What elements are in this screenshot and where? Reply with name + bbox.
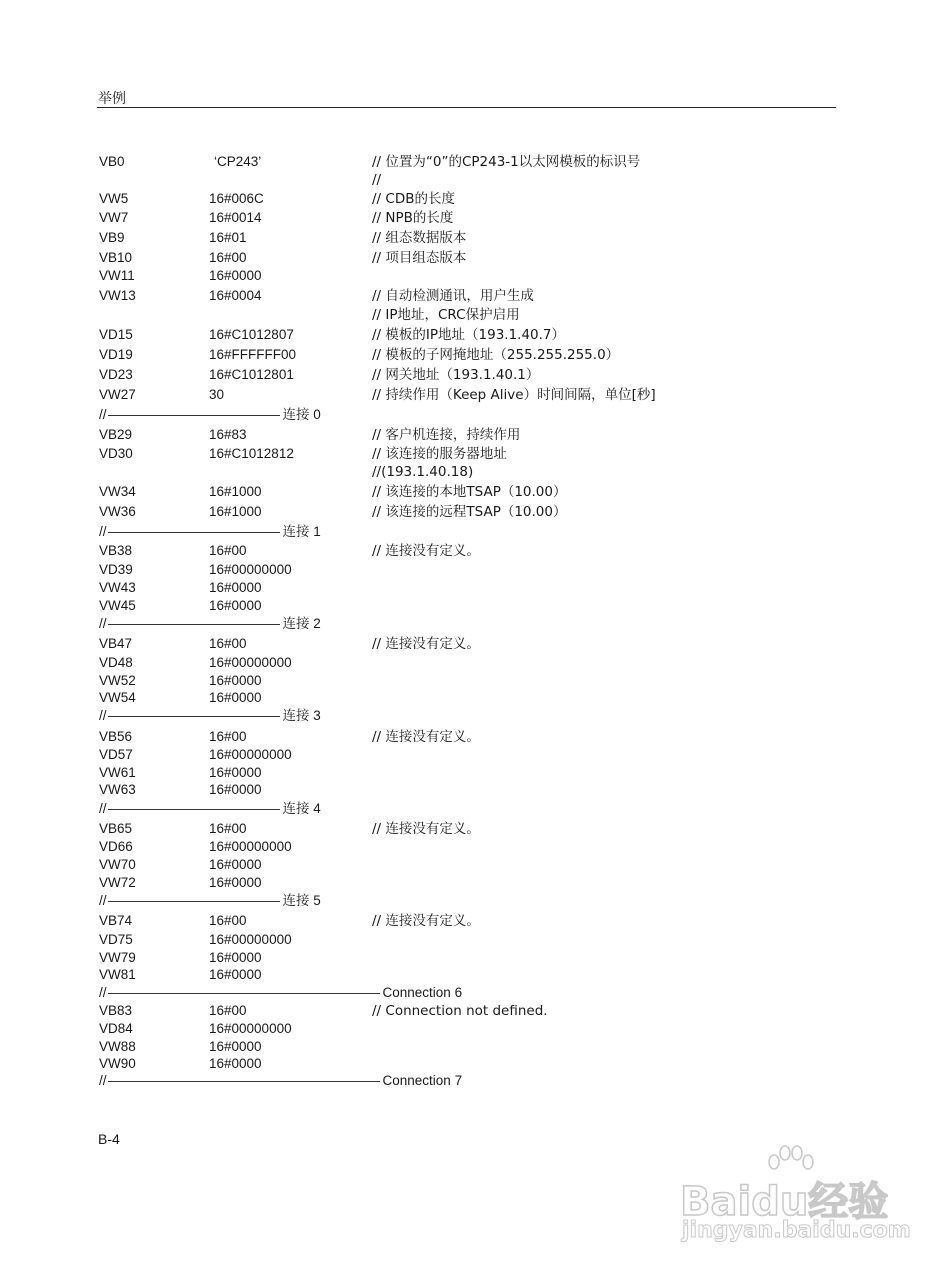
listing-row bbox=[0, 503, 933, 521]
listing-row bbox=[0, 746, 933, 764]
listing-row bbox=[0, 445, 933, 463]
value-cell: 16#00000000 bbox=[209, 932, 292, 947]
listing-row bbox=[0, 386, 933, 404]
value-cell: 16#0000 bbox=[209, 598, 262, 613]
comment-cell: // Connection not defined. bbox=[372, 1003, 548, 1019]
value-cell: 16#FFFFFF00 bbox=[209, 347, 297, 362]
value-cell: 30 bbox=[209, 387, 225, 402]
connection-separator bbox=[0, 615, 933, 633]
listing-row bbox=[0, 542, 933, 560]
watermark-url: jingyan.baidu.com bbox=[682, 1218, 911, 1243]
address-cell: VD15 bbox=[99, 327, 133, 342]
value-cell: 16#00 bbox=[209, 636, 247, 651]
comment-cell: // 客户机连接，持续作用 bbox=[372, 427, 521, 443]
address-cell: VW5 bbox=[99, 191, 129, 206]
address-cell: VW70 bbox=[99, 857, 136, 872]
separator-label: 连接 0 bbox=[282, 407, 321, 422]
value-cell: 16#0000 bbox=[209, 857, 262, 872]
address-cell: VW7 bbox=[99, 210, 129, 225]
listing-row bbox=[0, 249, 933, 267]
value-cell: 16#0000 bbox=[209, 875, 262, 890]
listing-row bbox=[0, 838, 933, 856]
listing-row bbox=[0, 171, 933, 189]
value-cell: 16#1000 bbox=[209, 484, 262, 499]
comment-cell: // 连接没有定义。 bbox=[372, 913, 480, 929]
comment-cell: // CDB的长度 bbox=[372, 191, 455, 207]
listing-row bbox=[0, 635, 933, 653]
value-cell: 16#0000 bbox=[209, 268, 262, 283]
address-cell: VW45 bbox=[99, 598, 136, 613]
separator-label: 连接 3 bbox=[282, 708, 321, 723]
address-cell: VD66 bbox=[99, 839, 133, 854]
value-cell: 16#C1012812 bbox=[209, 446, 294, 461]
separator-label: Connection 6 bbox=[382, 985, 463, 1000]
value-cell: 16#0000 bbox=[209, 782, 262, 797]
address-cell: VD19 bbox=[99, 347, 133, 362]
address-cell: VW43 bbox=[99, 580, 136, 595]
separator-label: 连接 5 bbox=[282, 893, 321, 908]
value-cell: 16#01 bbox=[209, 230, 247, 245]
address-cell: VW88 bbox=[99, 1039, 136, 1054]
separator-line: // 连接 5 bbox=[99, 893, 321, 908]
address-cell: VB9 bbox=[99, 230, 125, 245]
comment-cell: // IP地址，CRC保护启用 bbox=[372, 307, 520, 323]
listing-row bbox=[0, 306, 933, 324]
connection-separator bbox=[0, 984, 933, 1002]
value-cell: ‘CP243’ bbox=[214, 154, 262, 169]
value-cell: 16#1000 bbox=[209, 504, 262, 519]
separator-line: // 连接 2 bbox=[99, 616, 321, 631]
address-cell: VB56 bbox=[99, 729, 133, 744]
address-cell: VW34 bbox=[99, 484, 136, 499]
page-number: B-4 bbox=[98, 1131, 120, 1147]
listing-row bbox=[0, 561, 933, 579]
value-cell: 16#0000 bbox=[209, 673, 262, 688]
comment-cell: // 该连接的服务器地址 bbox=[372, 446, 507, 462]
listing-row bbox=[0, 190, 933, 208]
address-cell: VB65 bbox=[99, 821, 133, 836]
connection-separator bbox=[0, 523, 933, 541]
value-cell: 16#0004 bbox=[209, 288, 262, 303]
value-cell: 16#00000000 bbox=[209, 562, 292, 577]
comment-cell: // 自动检测通讯，用户生成 bbox=[372, 288, 534, 304]
address-cell: VB10 bbox=[99, 250, 133, 265]
connection-separator bbox=[0, 1072, 933, 1090]
address-cell: VD30 bbox=[99, 446, 133, 461]
listing-row bbox=[0, 326, 933, 344]
comment-cell: // 持续作用（Keep Alive）时间间隔，单位[秒] bbox=[372, 387, 656, 403]
value-cell: 16#0000 bbox=[209, 765, 262, 780]
address-cell: VD84 bbox=[99, 1021, 133, 1036]
value-cell: 16#00000000 bbox=[209, 747, 292, 762]
address-cell: VB0 bbox=[99, 154, 125, 169]
value-cell: 16#0014 bbox=[209, 210, 262, 225]
listing-row bbox=[0, 1002, 933, 1020]
header-rule bbox=[97, 107, 836, 108]
address-cell: VW54 bbox=[99, 690, 136, 705]
address-cell: VW11 bbox=[99, 268, 135, 283]
value-cell: 16#0000 bbox=[209, 950, 262, 965]
address-cell: VW27 bbox=[99, 387, 136, 402]
address-cell: VW52 bbox=[99, 673, 136, 688]
listing-row bbox=[0, 597, 933, 615]
separator-label: 连接 4 bbox=[282, 801, 321, 816]
listing-row bbox=[0, 912, 933, 930]
comment-cell: // 位置为“0”的CP243-1以太网模板的标识号 bbox=[372, 154, 641, 170]
comment-cell: //(193.1.40.18) bbox=[372, 464, 474, 480]
value-cell: 16#00000000 bbox=[209, 839, 292, 854]
connection-separator bbox=[0, 892, 933, 910]
listing-row bbox=[0, 1055, 933, 1073]
listing-row bbox=[0, 267, 933, 285]
listing-row bbox=[0, 672, 933, 690]
value-cell: 16#0000 bbox=[209, 690, 262, 705]
address-cell: VW63 bbox=[99, 782, 136, 797]
address-cell: VW79 bbox=[99, 950, 136, 965]
watermark-brand: Baidu经验 bbox=[680, 1179, 889, 1225]
comment-cell: // 该连接的远程TSAP（10.00） bbox=[372, 504, 567, 520]
listing-row bbox=[0, 781, 933, 799]
value-cell: 16#0000 bbox=[209, 967, 262, 982]
value-cell: 16#00000000 bbox=[209, 1021, 292, 1036]
listing-row bbox=[0, 874, 933, 892]
address-cell: VW81 bbox=[99, 967, 136, 982]
address-cell: VB38 bbox=[99, 543, 133, 558]
comment-cell: // 连接没有定义。 bbox=[372, 543, 480, 559]
value-cell: 16#0000 bbox=[209, 1056, 262, 1071]
comment-cell: // 组态数据版本 bbox=[372, 230, 467, 246]
separator-label: Connection 7 bbox=[382, 1073, 463, 1088]
value-cell: 16#0000 bbox=[209, 580, 262, 595]
separator-line: // Connection 7 bbox=[99, 1073, 463, 1088]
separator-label: 连接 2 bbox=[282, 616, 321, 631]
listing-row bbox=[0, 153, 933, 171]
listing-row bbox=[0, 728, 933, 746]
listing-row bbox=[0, 820, 933, 838]
address-cell: VB83 bbox=[99, 1003, 133, 1018]
value-cell: 16#00000000 bbox=[209, 655, 292, 670]
listing-row bbox=[0, 689, 933, 707]
value-cell: 16#00 bbox=[209, 543, 247, 558]
baidu-watermark bbox=[660, 1140, 920, 1250]
value-cell: 16#00 bbox=[209, 913, 247, 928]
comment-cell: // 连接没有定义。 bbox=[372, 729, 480, 745]
value-cell: 16#00 bbox=[209, 729, 247, 744]
page-header-title: 举例 bbox=[98, 91, 126, 107]
value-cell: 16#006C bbox=[209, 191, 264, 206]
address-cell: VD23 bbox=[99, 367, 133, 382]
listing-row bbox=[0, 426, 933, 444]
comment-cell: // 项目组态版本 bbox=[372, 250, 467, 266]
listing-row bbox=[0, 1020, 933, 1038]
address-cell: VD75 bbox=[99, 932, 133, 947]
comment-cell: // 模板的子网掩地址（255.255.255.0） bbox=[372, 347, 620, 363]
separator-label: 连接 1 bbox=[282, 524, 321, 539]
separator-line: // 连接 4 bbox=[99, 801, 321, 816]
connection-separator bbox=[0, 800, 933, 818]
address-cell: VB29 bbox=[99, 427, 133, 442]
address-cell: VW72 bbox=[99, 875, 136, 890]
address-cell: VW90 bbox=[99, 1056, 136, 1071]
separator-line: // Connection 6 bbox=[99, 985, 463, 1000]
value-cell: 16#00 bbox=[209, 1003, 247, 1018]
listing-row bbox=[0, 483, 933, 501]
separator-line: // 连接 3 bbox=[99, 708, 321, 723]
separator-line: // 连接 1 bbox=[99, 524, 321, 539]
address-cell: VD48 bbox=[99, 655, 133, 670]
listing-row bbox=[0, 654, 933, 672]
value-cell: 16#C1012801 bbox=[209, 367, 294, 382]
address-cell: VW61 bbox=[99, 765, 136, 780]
connection-separator bbox=[0, 406, 933, 424]
comment-cell: // 连接没有定义。 bbox=[372, 821, 480, 837]
comment-cell: // 连接没有定义。 bbox=[372, 636, 480, 652]
comment-cell: // bbox=[372, 172, 382, 188]
value-cell: 16#83 bbox=[209, 427, 247, 442]
listing-row bbox=[0, 346, 933, 364]
listing-row bbox=[0, 287, 933, 305]
comment-cell: // 模板的IP地址（193.1.40.7） bbox=[372, 327, 566, 343]
address-cell: VW36 bbox=[99, 504, 136, 519]
listing-row bbox=[0, 209, 933, 227]
listing-row bbox=[0, 949, 933, 967]
listing-row bbox=[0, 856, 933, 874]
listing-row bbox=[0, 1038, 933, 1056]
listing-row bbox=[0, 966, 933, 984]
comment-cell: // 网关地址（193.1.40.1） bbox=[372, 367, 540, 383]
address-cell: VW13 bbox=[99, 288, 136, 303]
separator-line: // 连接 0 bbox=[99, 407, 321, 422]
listing-row bbox=[0, 366, 933, 384]
listing-row bbox=[0, 463, 933, 481]
value-cell: 16#00 bbox=[209, 250, 247, 265]
address-cell: VD57 bbox=[99, 747, 133, 762]
comment-cell: // NPB的长度 bbox=[372, 210, 454, 226]
value-cell: 16#00 bbox=[209, 821, 247, 836]
listing-row bbox=[0, 764, 933, 782]
listing-row bbox=[0, 931, 933, 949]
comment-cell: // 该连接的本地TSAP（10.00） bbox=[372, 484, 567, 500]
address-cell: VD39 bbox=[99, 562, 133, 577]
value-cell: 16#C1012807 bbox=[209, 327, 294, 342]
listing-row bbox=[0, 229, 933, 247]
value-cell: 16#0000 bbox=[209, 1039, 262, 1054]
connection-separator bbox=[0, 707, 933, 725]
address-cell: VB74 bbox=[99, 913, 133, 928]
address-cell: VB47 bbox=[99, 636, 133, 651]
listing-row bbox=[0, 579, 933, 597]
